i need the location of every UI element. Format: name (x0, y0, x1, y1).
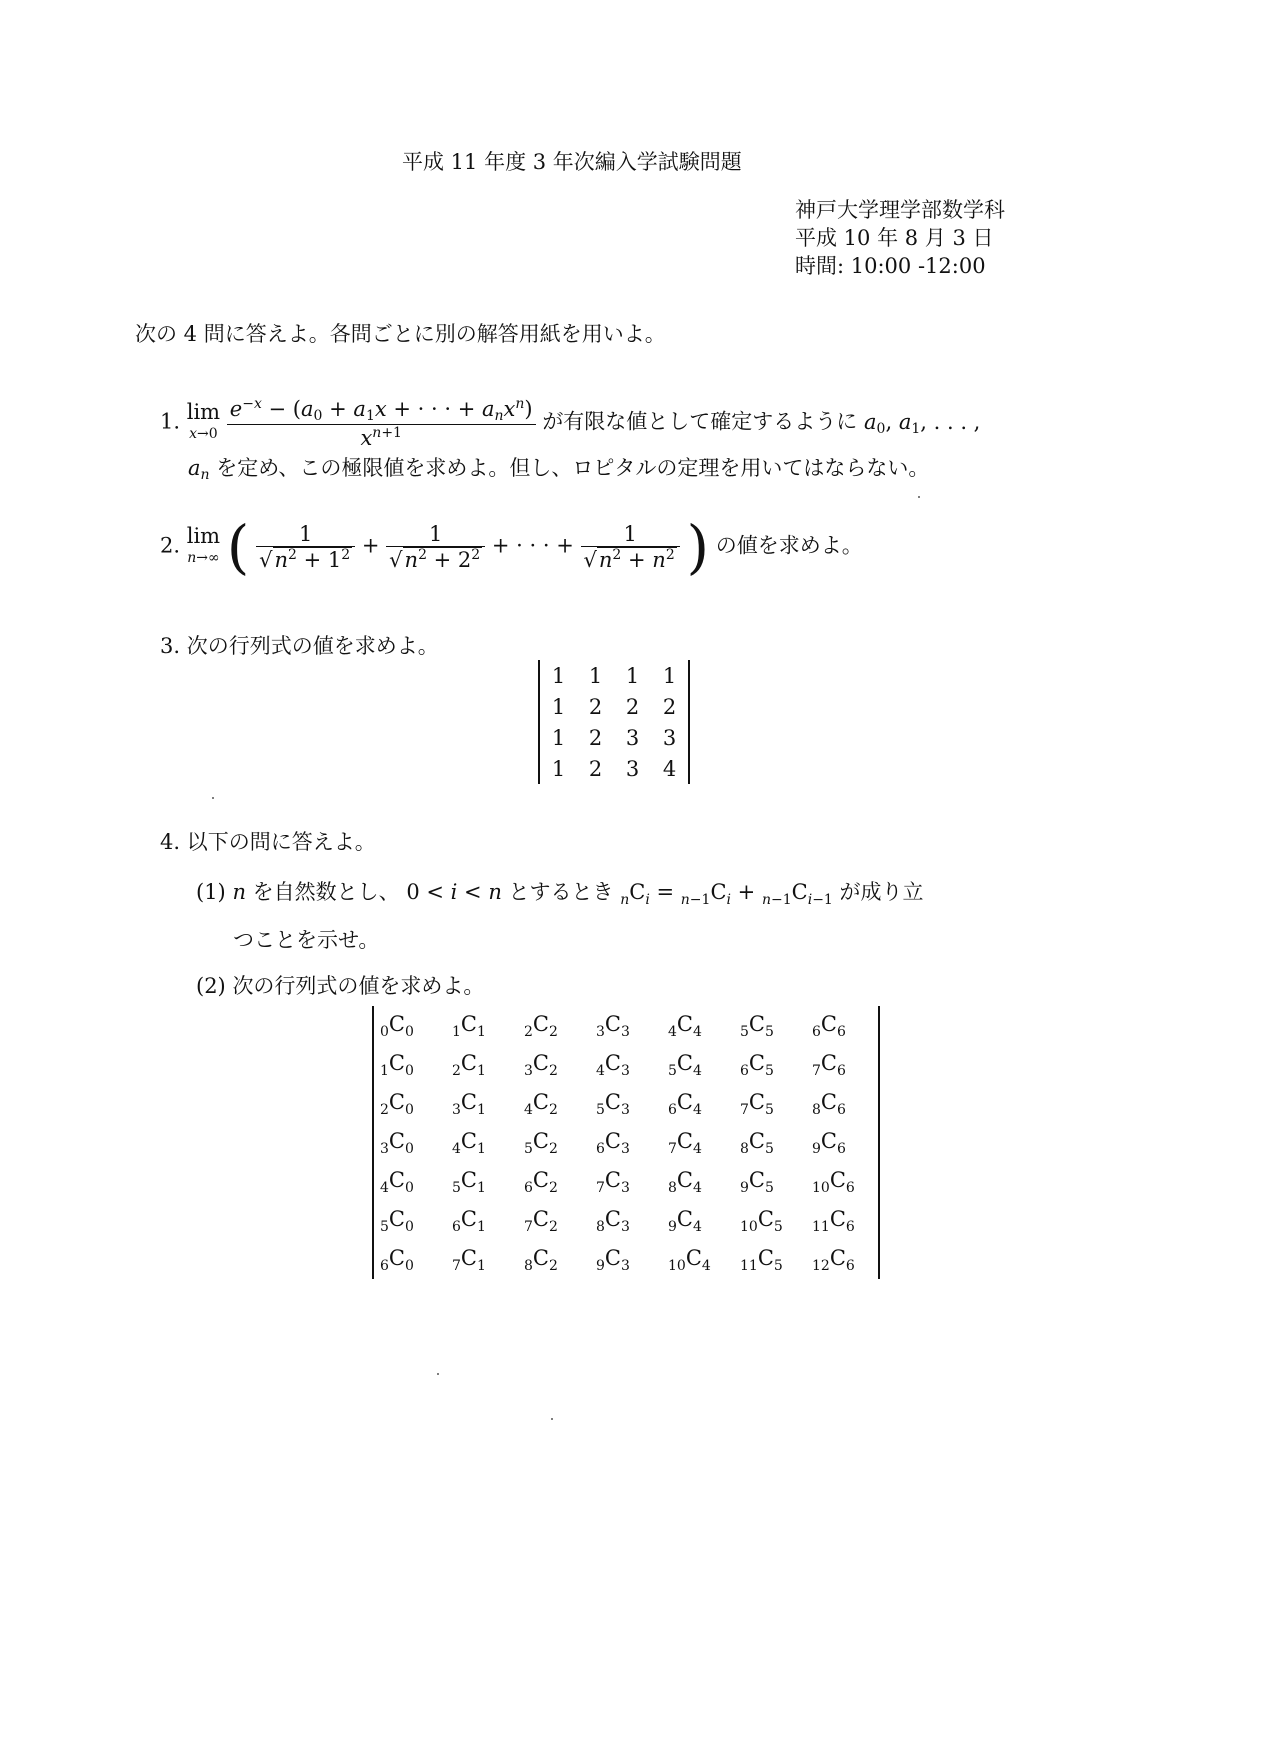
matrix-cell: 2 (588, 694, 603, 719)
q3-text: 次の行列式の値を求めよ。 (186, 634, 439, 658)
exam-info (795, 196, 1005, 280)
question-2: 2. lim n→∞ ( $\frac{1}{√n^2 + 1^2}$ + $\frac{1}{√n^2 + 2^2}$ + · · · + $\frac{1}{√n^2 + n^2}$ ) の値を求めよ。 (160, 513, 863, 581)
matrix-cell: 1 (551, 663, 566, 688)
exam-time: 時間: 10:00 -12:00 (795, 254, 986, 278)
binomial-cell: $_5C_2$ (524, 1128, 558, 1157)
matrix-cell: 3 (662, 725, 677, 750)
binomial-cell: $_{12}C_6$ (812, 1245, 855, 1274)
binomial-cell: $_7C_5$ (740, 1089, 774, 1118)
matrix-cell: 2 (588, 756, 603, 781)
binomial-cell: $_9C_3$ (596, 1245, 630, 1274)
binomial-cell: $_6C_0$ (380, 1245, 414, 1274)
matrix-cell: 1 (588, 663, 603, 688)
binomial-cell: $_8C_4$ (668, 1167, 702, 1196)
binomial-cell: $_7C_1$ (452, 1245, 486, 1274)
binomial-cell: $_9C_4$ (668, 1206, 702, 1235)
binomial-cell: $_2C_2$ (524, 1011, 558, 1040)
binomial-cell: $_5C_5$ (740, 1011, 774, 1040)
binomial-cell: $_5C_3$ (596, 1089, 630, 1118)
instructions: 次の 4 問に答えよ。各問ごとに別の解答用紙を用いよ。 (135, 322, 666, 346)
binomial-cell: $_5C_1$ (452, 1167, 486, 1196)
binomial-cell: $_{10}C_5$ (740, 1206, 783, 1235)
q2-term-n: $\frac{1}{√n^2 + n^2}$ (581, 522, 680, 572)
binomial-cell: $_5C_0$ (380, 1206, 414, 1235)
binomial-cell: $_4C_0$ (380, 1167, 414, 1196)
matrix-cell: 3 (625, 756, 640, 781)
limit-expression: lim x→0 (186, 400, 221, 442)
question-4 (160, 826, 376, 856)
question-4-number: 4. (160, 830, 181, 854)
matrix-cell: 4 (662, 756, 677, 781)
binomial-cell: $_6C_1$ (452, 1206, 486, 1235)
determinant-7x7 (372, 1006, 880, 1279)
binomial-cell: $_4C_3$ (596, 1050, 630, 1079)
binomial-cell: $_8C_5$ (740, 1128, 774, 1157)
speck (437, 1373, 439, 1375)
binomial-cell: $_9C_5$ (740, 1167, 774, 1196)
matrix-cell: 1 (551, 725, 566, 750)
affiliation: 神戸大学理学部数学科 (795, 198, 1005, 222)
binomial-cell: $_4C_2$ (524, 1089, 558, 1118)
limit-expression: lim n→∞ (186, 524, 221, 566)
q1-text: が有限な値として確定するように (542, 409, 858, 434)
binomial-cell: $_6C_3$ (596, 1128, 630, 1157)
binomial-cell: $_7C_4$ (668, 1128, 702, 1157)
speck (212, 797, 214, 799)
determinant-4x4 (538, 660, 690, 784)
binomial-cell: $_5C_4$ (668, 1050, 702, 1079)
question-4-part-2: (2) 次の行列式の値を求めよ。 (196, 974, 485, 998)
binomial-cell: $_0C_0$ (380, 1011, 414, 1040)
speck (551, 1418, 553, 1420)
binomial-cell: $_9C_6$ (812, 1128, 846, 1157)
binomial-cell: $_{11}C_6$ (812, 1206, 855, 1235)
question-3-number: 3. (160, 634, 181, 658)
matrix-cell: 1 (551, 756, 566, 781)
question-4-part-1: (1) n を自然数とし、 0 < i < n とするとき $_nC_i = _{n-1}C_i + _{n-1}C_{i-1}$ が成り立 (196, 880, 924, 908)
speck (918, 496, 920, 498)
binomial-cell: $_3C_0$ (380, 1128, 414, 1157)
binomial-cell: $_3C_3$ (596, 1011, 630, 1040)
matrix-cell: 3 (625, 725, 640, 750)
binomial-cell: $_{10}C_6$ (812, 1167, 855, 1196)
exam-title: 平成 11 年度 3 年次編入学試験問題 (402, 150, 742, 174)
q2-term-2: $\frac{1}{√n^2 + 2^2}$ (386, 522, 485, 572)
binomial-cell: $_6C_6$ (812, 1011, 846, 1040)
binomial-cell: $_{10}C_4$ (668, 1245, 711, 1274)
binomial-cell: $_6C_5$ (740, 1050, 774, 1079)
binomial-cell: $_8C_2$ (524, 1245, 558, 1274)
binomial-cell: $_4C_4$ (668, 1011, 702, 1040)
binomial-cell: $_1C_1$ (452, 1011, 486, 1040)
part-1-label: (1) (196, 880, 226, 904)
matrix-cell: 1 (551, 694, 566, 719)
binomial-cell: $_3C_2$ (524, 1050, 558, 1079)
q1-fraction: $\frac{e^{-x} - (a_0 + a_1x + \cdot \cdot \cdot + a_nx^n)}{x^{n+1}}$ (227, 396, 536, 450)
binomial-cell: $_2C_0$ (380, 1089, 414, 1118)
q2-term-1: $\frac{1}{√n^2 + 1^2}$ (256, 522, 355, 572)
question-3 (160, 630, 439, 660)
question-1: 1. lim x→0 $\frac{e^{-x} - (a_0 + a_1x + \cdot \cdot \cdot + a_nx^n)}{x^{n+1}}$ が有限な値として確定するように $a_0$, $a_1$, . . . , (160, 396, 981, 450)
binomial-cell: $_4C_1$ (452, 1128, 486, 1157)
exam-date: 平成 10 年 8 月 3 日 (795, 226, 994, 250)
matrix-cell: 2 (662, 694, 677, 719)
question-1-line2: $a_n$ を定め、この極限値を求めよ。但し、ロピタルの定理を用いてはならない。 (188, 456, 930, 483)
matrix-cell: 2 (625, 694, 640, 719)
binomial-cell: $_6C_2$ (524, 1167, 558, 1196)
part-2-label: (2) (196, 974, 226, 998)
matrix-cell: 2 (588, 725, 603, 750)
binomial-cell: $_8C_6$ (812, 1089, 846, 1118)
matrix-cell: 1 (662, 663, 677, 688)
binomial-cell: $_8C_3$ (596, 1206, 630, 1235)
binomial-cell: $_7C_2$ (524, 1206, 558, 1235)
binomial-cell: $_3C_1$ (452, 1089, 486, 1118)
q1-text-line2: を定め、この極限値を求めよ。但し、ロピタルの定理を用いてはならない。 (216, 456, 930, 480)
matrix-cell: 1 (625, 663, 640, 688)
question-4-part-1-line2: つことを示せ。 (233, 928, 380, 952)
binomial-cell: $_6C_4$ (668, 1089, 702, 1118)
binomial-cell: $_7C_3$ (596, 1167, 630, 1196)
binomial-cell: $_2C_1$ (452, 1050, 486, 1079)
q2-text: の値を求めよ。 (715, 533, 863, 558)
q4-text: 以下の問に答えよ。 (186, 830, 376, 854)
binomial-cell: $_1C_0$ (380, 1050, 414, 1079)
question-1-number: 1. (160, 409, 181, 434)
binomial-cell: $_{11}C_5$ (740, 1245, 783, 1274)
binomial-cell: $_7C_6$ (812, 1050, 846, 1079)
question-2-number: 2. (160, 533, 181, 558)
